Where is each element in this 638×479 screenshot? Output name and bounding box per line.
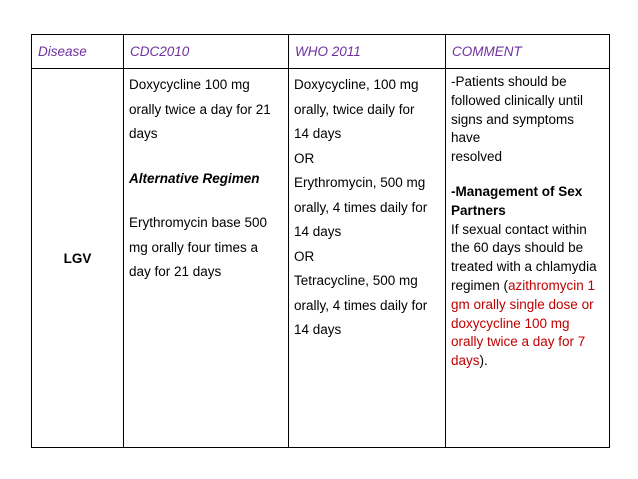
highlighted-text: orally twice a day for 7	[451, 334, 586, 350]
comment-line: -Patients should be	[451, 74, 567, 89]
comment-text: regimen (	[451, 277, 509, 293]
comment-line: If sexual contact within	[451, 221, 587, 237]
header-cdc2010: CDC2010	[124, 35, 289, 69]
comment-line: signs and symptoms have	[451, 111, 575, 146]
management-heading: -Management of Sex	[451, 183, 583, 199]
highlighted-text: days	[451, 353, 480, 369]
comment-text: ).	[479, 353, 488, 369]
cdc-line: day for 21 days	[129, 264, 222, 279]
disease-cell: LGV	[32, 69, 124, 448]
header-who2011: WHO 2011	[289, 35, 446, 69]
alternative-regimen-label: Alternative Regimen	[129, 170, 260, 186]
who-or: OR	[294, 150, 315, 166]
highlighted-text: gm orally single dose or	[451, 296, 594, 312]
who-cell	[289, 69, 446, 448]
highlighted-text: azithromycin 1	[508, 277, 596, 293]
who-line: Erythromycin, 500 mg	[294, 175, 426, 190]
comment-line: the 60 days should be	[451, 240, 584, 256]
comment-line: followed clinically until	[451, 92, 584, 108]
who-line: 14 days	[294, 322, 342, 337]
who-line: orally, 4 times daily for	[294, 199, 428, 215]
cdc-line: mg orally four times a	[129, 239, 259, 255]
header-comment: COMMENT	[446, 35, 610, 69]
cdc-line: days	[129, 126, 158, 141]
comment-line: treated with a chlamydia	[451, 259, 597, 275]
comment-cell	[446, 69, 610, 448]
comment-line	[451, 277, 605, 296]
header-disease: Disease	[32, 35, 124, 69]
management-heading: Partners	[451, 202, 506, 218]
who-line: 14 days	[294, 224, 342, 239]
comment-line	[451, 352, 605, 371]
treatment-comparison-table	[31, 34, 610, 448]
who-or: OR	[294, 248, 315, 264]
lgv-row	[32, 69, 610, 448]
header-row	[32, 35, 610, 69]
who-line: Doxycycline, 100 mg	[294, 77, 419, 92]
comment-line: resolved	[451, 149, 503, 165]
cdc-cell	[124, 69, 289, 448]
cdc-line: Erythromycin base 500	[129, 215, 268, 230]
who-line: orally, 4 times daily for	[294, 297, 428, 313]
cdc-line: Doxycycline 100 mg	[129, 77, 250, 92]
who-line: Tetracycline, 500 mg	[294, 273, 418, 288]
who-line: 14 days	[294, 126, 342, 141]
cdc-line: orally twice a day for 21	[129, 101, 271, 117]
who-line: orally, twice daily for	[294, 101, 415, 117]
highlighted-text: doxycycline 100 mg	[451, 315, 570, 331]
